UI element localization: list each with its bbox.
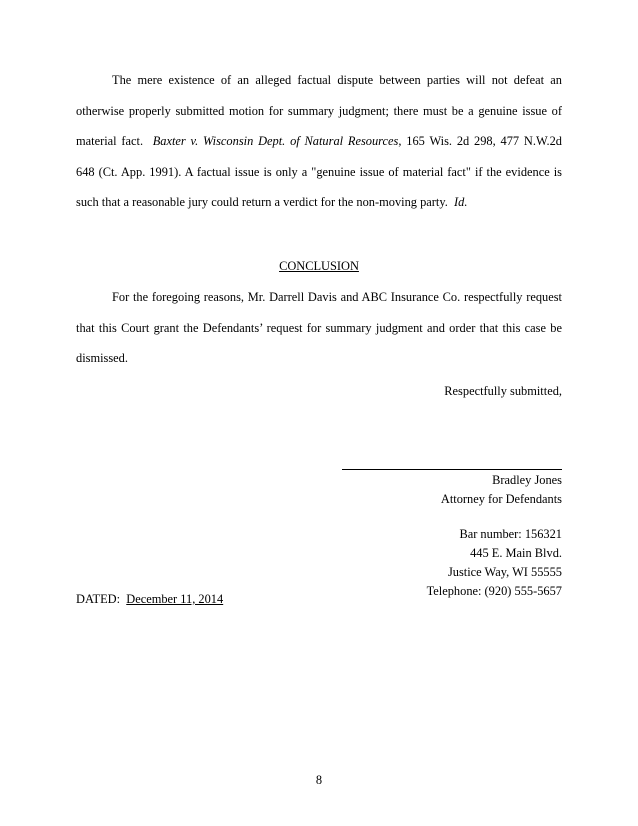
address-line-2: Justice Way, WI 55555 [447,565,562,579]
closing-salutation: Respectfully submitted, [444,384,562,398]
argument-line-2: otherwise properly submitted motion for summary judgment; there must be a genuine issue of [76,103,562,118]
section-heading: CONCLUSION [279,259,359,273]
dated-label: DATED: [76,592,121,606]
argument-paragraph [76,65,562,218]
address-line-1: 445 E. Main Blvd. [470,546,562,560]
conclusion-paragraph [76,282,562,374]
dated-line [76,592,223,607]
argument-line-5: such that a reasonable jury could return a verdict for the non-moving party. Id. [76,195,468,209]
signature-line [342,469,562,470]
id-citation: Id. [454,195,468,209]
conclusion-line-1: For the foregoing reasons, Mr. Darrell Davis and ABC Insurance Co. respectfully request [112,290,562,304]
signature-block [427,471,562,601]
conclusion-line-2: that this Court grant the Defendants’ request for summary judgment and order that this case be [76,320,562,335]
bar-number: Bar number: 156321 [459,527,562,541]
argument-line-4: 648 (Ct. App. 1991). A factual issue is only a "genuine issue of material fact" if the evidence is [76,164,562,179]
signer-title: Attorney for Defendants [440,492,562,506]
case-citation: Baxter v. Wisconsin Dept. of Natural Resources [152,134,399,148]
telephone: Telephone: (920) 555-5657 [426,584,562,598]
signer-name: Bradley Jones [492,473,562,487]
dated-date: December 11, 2014 [126,592,224,606]
argument-line-3: material fact. Baxter v. Wisconsin Dept. of Natural Resources, 165 Wis. 2d 298, 477 N.W.2d [76,134,563,148]
conclusion-line-3: dismissed. [76,351,128,365]
argument-line-1: The mere existence of an alleged factual dispute between parties will not defeat an [112,73,562,87]
page-number: 8 [315,773,323,787]
